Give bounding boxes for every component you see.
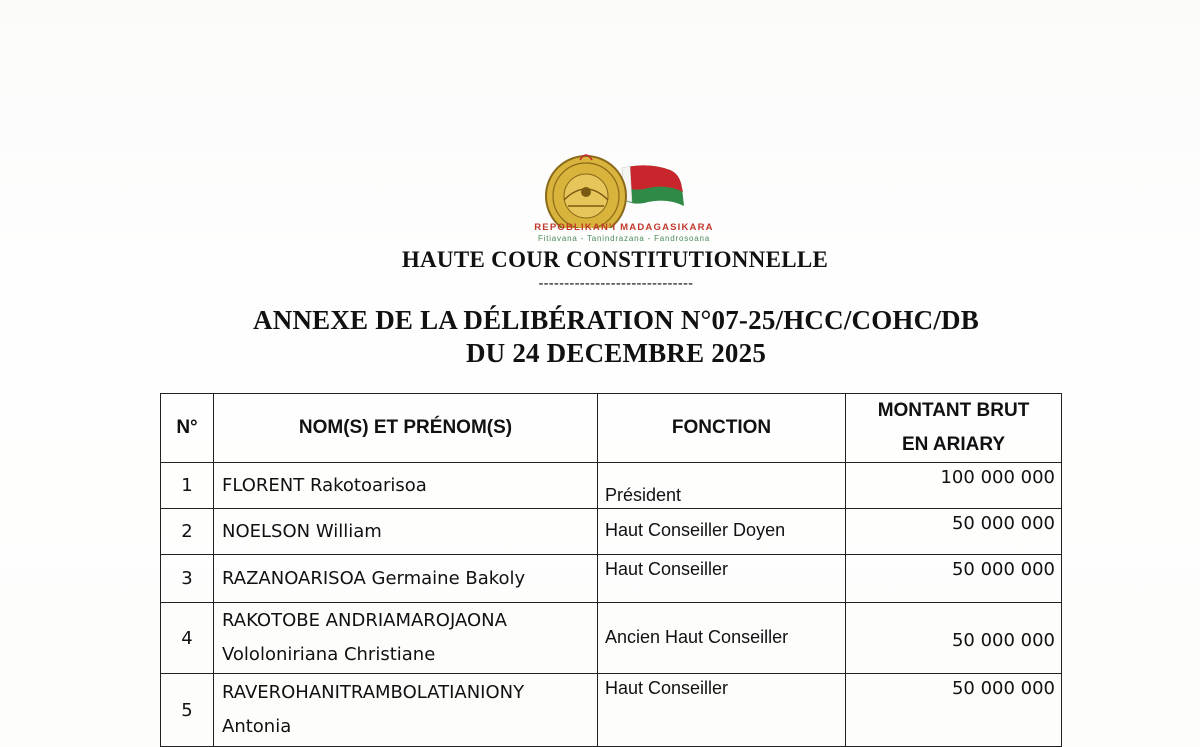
row-function: Haut Conseiller: [598, 555, 846, 603]
header-amount-line2: EN ARIARY: [901, 434, 1006, 455]
header-num: N°: [161, 394, 214, 463]
separator-line: ------------------------------: [538, 276, 694, 291]
row-num: 2: [161, 509, 214, 555]
row-amount: 50 000 000: [846, 603, 1062, 674]
row-amount: 50 000 000: [846, 555, 1062, 603]
header-name: NOM(S) ET PRÉNOM(S): [214, 394, 598, 463]
table-header-row: [161, 394, 1062, 463]
row-amount: 100 000 000: [846, 463, 1062, 509]
table-row: [161, 555, 1062, 603]
row-function: Haut Conseiller: [598, 674, 846, 747]
row-amount: 50 000 000: [846, 509, 1062, 555]
republic-emblem: [488, 148, 760, 244]
emblem-motto: Fitiavana - Tanindrazana - Fandrosoana: [537, 234, 711, 243]
row-name-line1: RAVEROHANITRAMBOLATIANIONY: [222, 682, 525, 703]
seal-and-flag-icon: [488, 148, 760, 228]
row-name: [214, 603, 598, 674]
table-row: [161, 674, 1062, 747]
row-name-line2: Antonia: [222, 716, 292, 737]
table-row: [161, 603, 1062, 674]
row-amount: 50 000 000: [846, 674, 1062, 747]
row-function: Ancien Haut Conseiller: [598, 603, 846, 674]
institution-name: HAUTE COUR CONSTITUTIONNELLE: [401, 247, 829, 272]
row-num: 1: [161, 463, 214, 509]
document-title: ANNEXE DE LA DÉLIBÉRATION N°07-25/HCC/COHC/DB: [253, 305, 979, 335]
row-name: NOELSON William: [214, 509, 598, 555]
row-name-line2: Vololoniriana Christiane: [222, 644, 436, 665]
row-name-line1: RAKOTOBE ANDRIAMAROJAONA: [222, 610, 507, 631]
table-row: [161, 509, 1062, 555]
row-function: Président: [598, 463, 846, 509]
document-date: DU 24 DECEMBRE 2025: [465, 338, 767, 368]
annex-table: [160, 393, 1062, 747]
row-name: [214, 674, 598, 747]
row-function: Haut Conseiller Doyen: [598, 509, 846, 555]
header-function: FONCTION: [598, 394, 846, 463]
row-num: 5: [161, 674, 214, 747]
row-num: 4: [161, 603, 214, 674]
emblem-text: REPOBLIKAN'I MADAGASIKARA: [534, 222, 714, 233]
table-row: [161, 463, 1062, 509]
row-name: FLORENT Rakotoarisoa: [214, 463, 598, 509]
header-amount-line1: MONTANT BRUT: [877, 400, 1030, 421]
row-name: RAZANOARISOA Germaine Bakoly: [214, 555, 598, 603]
header-amount: [846, 394, 1062, 463]
row-num: 3: [161, 555, 214, 603]
